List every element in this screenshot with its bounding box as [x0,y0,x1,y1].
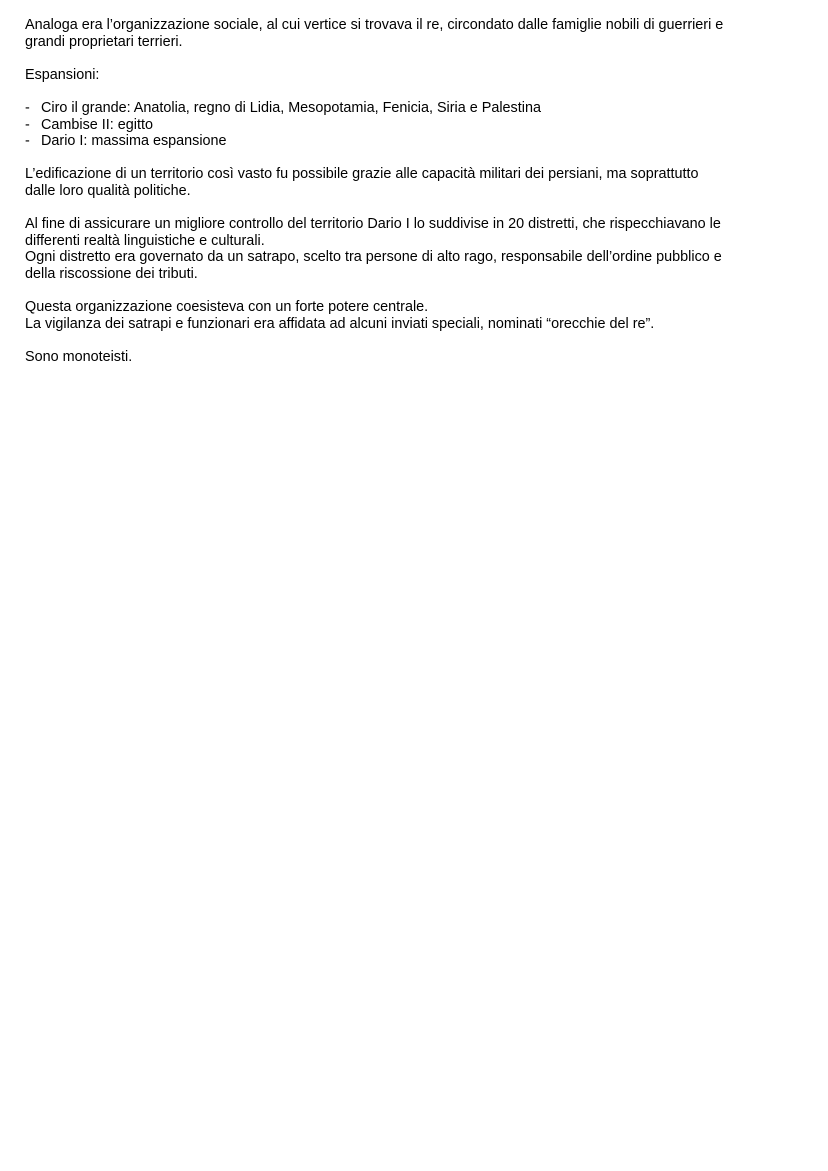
text-line: Sono monoteisti. [25,348,133,365]
text-line: grandi proprietari terrieri. [25,33,183,50]
list-item-text: Ciro il grande: Anatolia, regno di Lidia, Mesopotamia, Fenicia, Siria e Palestina [41,99,541,116]
document-page [25,17,800,382]
text-line: Espansioni: [25,66,100,83]
expansions-list [25,100,800,150]
text-line: L’edificazione di un territorio così vasto fu possibile grazie alle capacità militari dei persiani, ma soprattutto [25,166,699,183]
text-line: della riscossione dei tributi. [25,265,198,282]
text-line: Al fine di assicurare un migliore controllo del territorio Dario I lo suddivise in 20 distretti, che rispecchiavano le [25,216,721,233]
list-bullet: - [25,116,30,133]
list-item-text: Cambise II: egitto [41,116,153,133]
paragraph-central-power [25,299,800,332]
text-line: Ogni distretto era governato da un satrapo, scelto tra persone di alto rago, responsabile dell’ordine pubblico e [25,249,722,266]
text-line: Questa organizzazione coesisteva con un forte potere centrale. [25,299,429,316]
list-item [25,100,800,117]
paragraph-territory [25,166,800,199]
list-item [25,117,800,134]
list-item-text: Dario I: massima espansione [41,133,227,150]
text-line: differenti realtà linguistiche e culturali. [25,232,265,249]
list-item [25,133,800,150]
text-line: La vigilanza dei satrapi e funzionari era affidata ad alcuni inviati speciali, nominati “orecchie del re”. [25,315,655,332]
text-line: Analoga era l’organizzazione sociale, al cui vertice si trovava il re, circondato dalle famiglie nobili di guerrieri e [25,17,724,33]
paragraph-districts [25,216,800,282]
list-bullet: - [25,99,30,116]
paragraph-social-organization [25,17,800,50]
paragraph-religion [25,349,800,366]
text-line: dalle loro qualità politiche. [25,182,191,199]
paragraph-expansions-heading [25,67,800,84]
list-bullet: - [25,133,30,150]
